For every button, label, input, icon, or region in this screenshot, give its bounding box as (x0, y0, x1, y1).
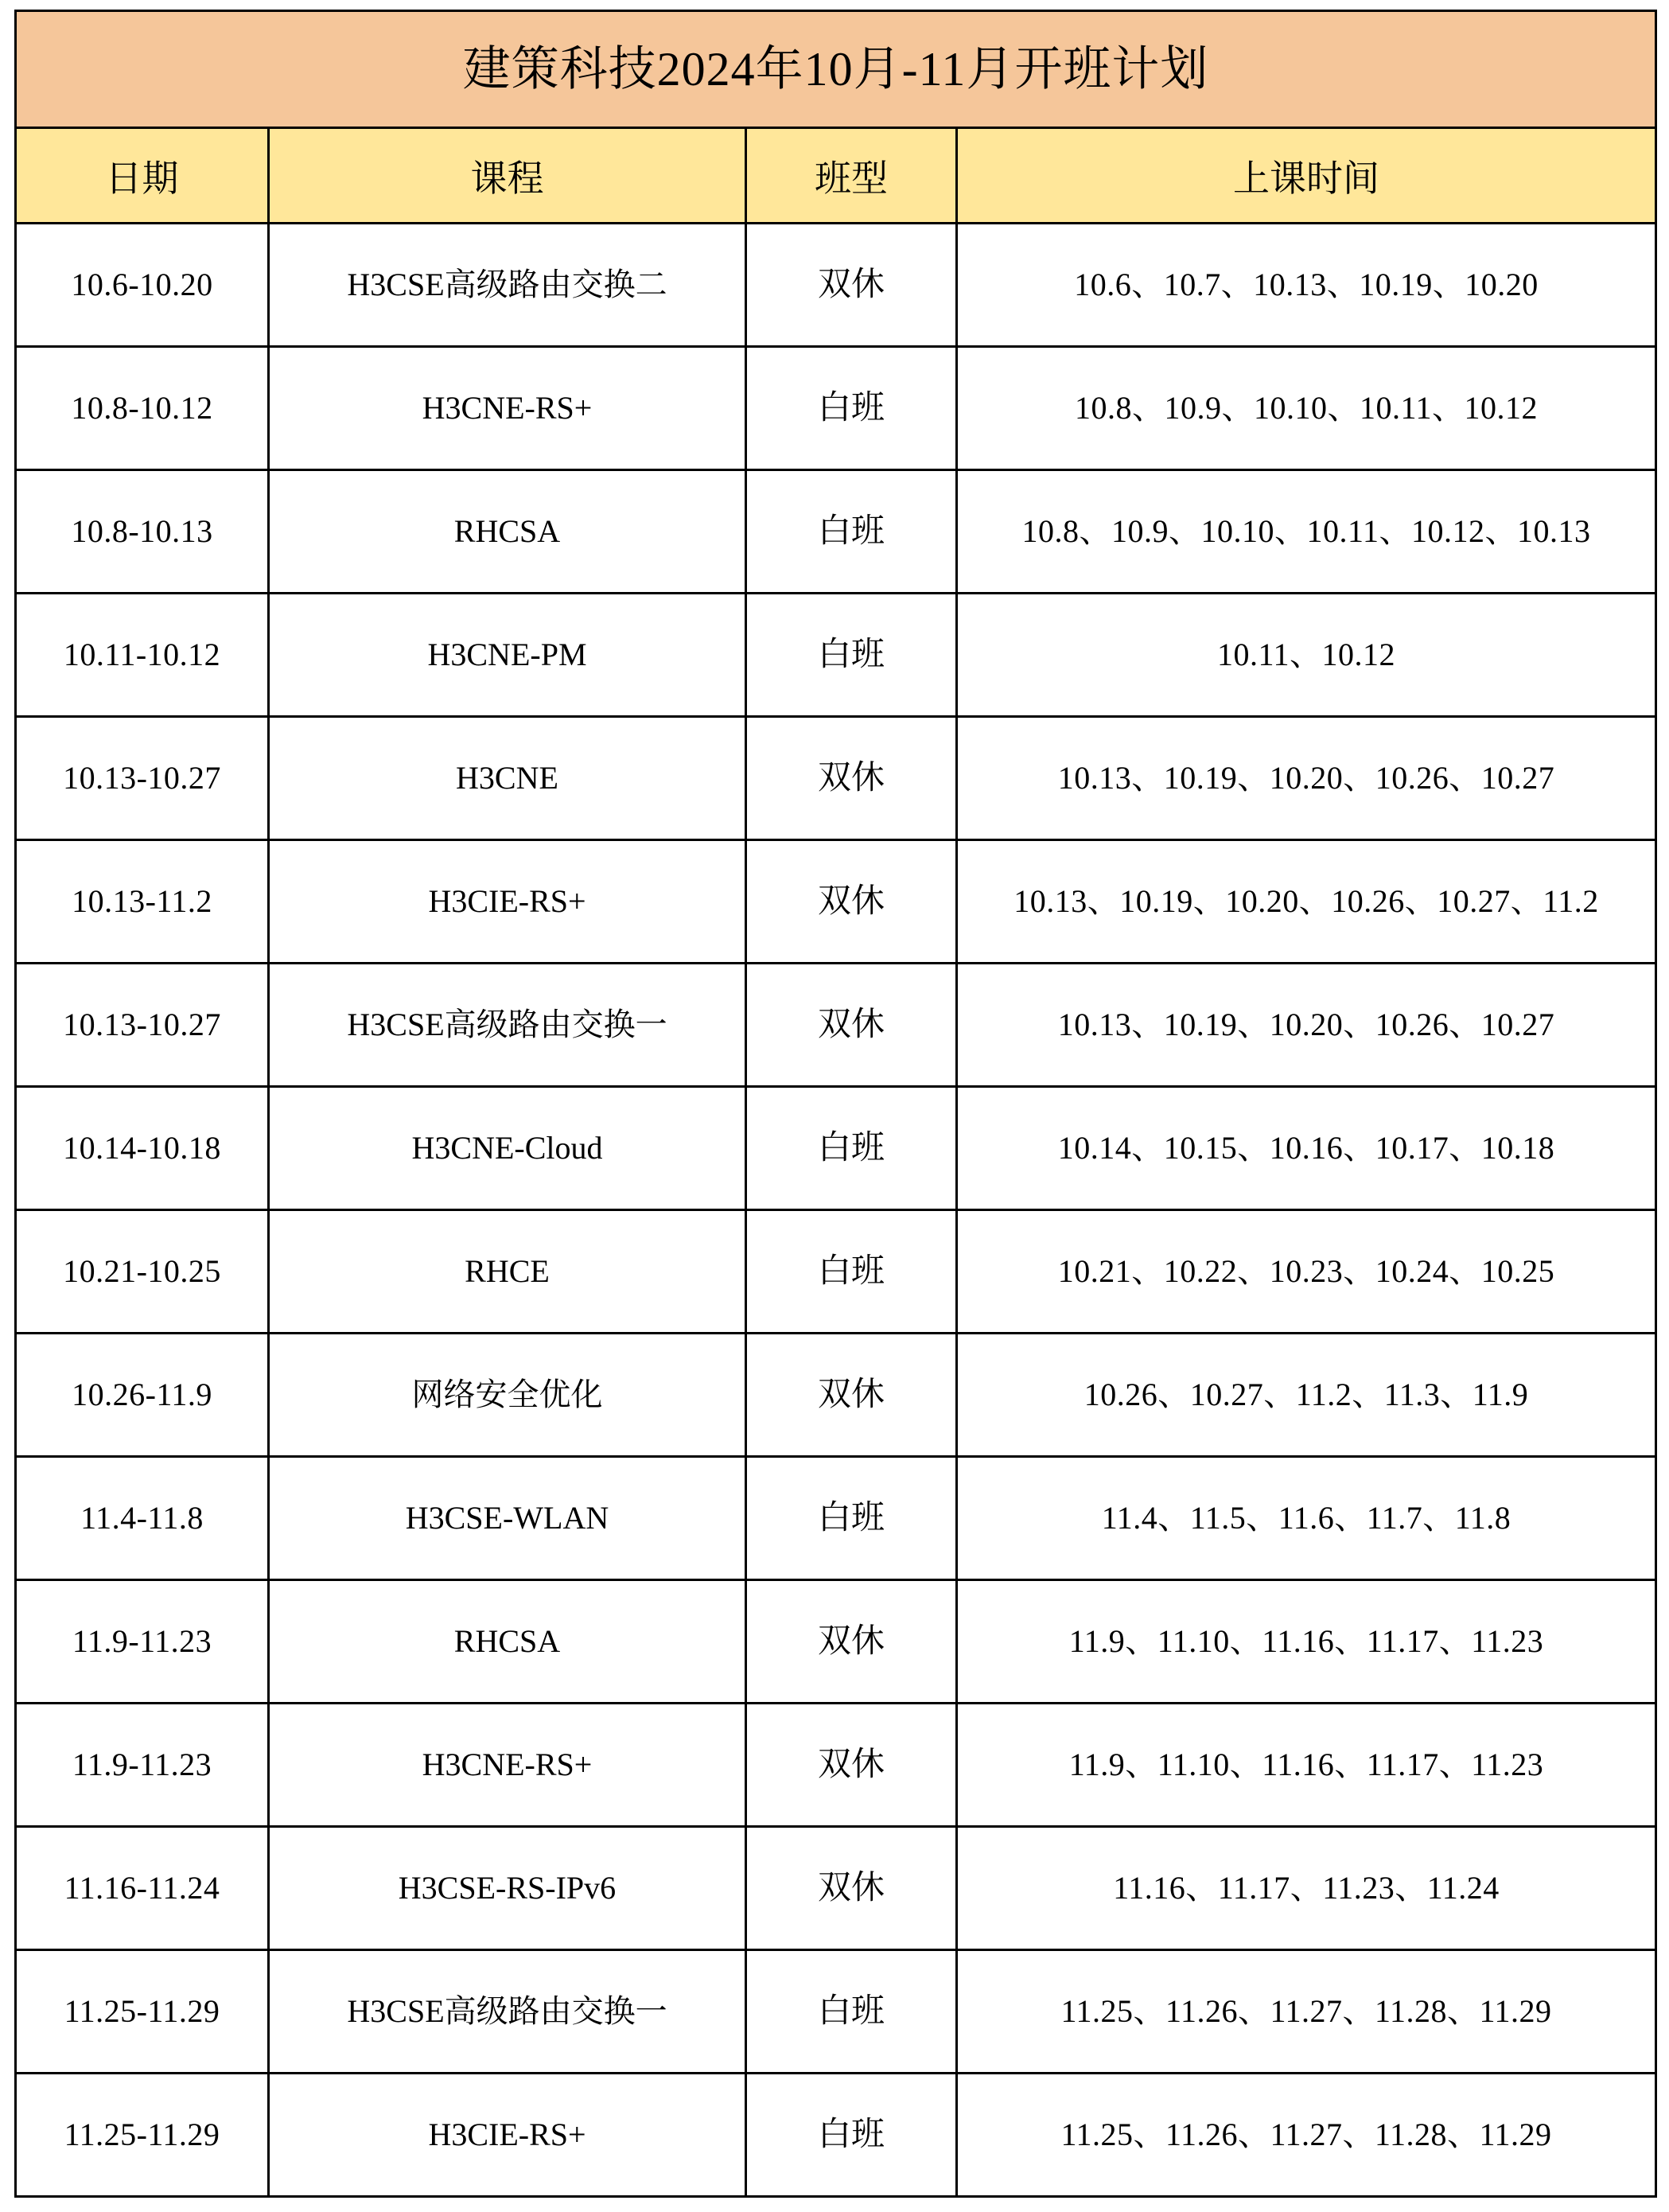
cell-date: 10.21-10.25 (16, 1210, 269, 1334)
cell-time: 10.8、10.9、10.10、10.11、10.12 (957, 347, 1656, 470)
cell-time: 11.9、11.10、11.16、11.17、11.23 (957, 1580, 1656, 1704)
cell-type: 双休 (746, 1827, 957, 1950)
table-row (16, 1087, 1656, 1210)
document-title: 建策科技2024年10月-11月开班计划 (16, 11, 1656, 128)
cell-date: 10.11-10.12 (16, 594, 269, 717)
table-row (16, 1334, 1656, 1457)
table-row (16, 964, 1656, 1087)
column-header-time: 上课时间 (957, 128, 1656, 224)
cell-type: 白班 (746, 470, 957, 594)
table-row (16, 1580, 1656, 1704)
cell-time: 11.4、11.5、11.6、11.7、11.8 (957, 1457, 1656, 1580)
cell-course: H3CSE-WLAN (269, 1457, 746, 1580)
class-schedule-table (14, 10, 1657, 2198)
table-row (16, 840, 1656, 964)
cell-type: 白班 (746, 1087, 957, 1210)
cell-date: 11.9-11.23 (16, 1580, 269, 1704)
cell-course: H3CNE-RS+ (269, 347, 746, 470)
table-row (16, 1457, 1656, 1580)
cell-time: 10.13、10.19、10.20、10.26、10.27 (957, 717, 1656, 840)
table-row (16, 224, 1656, 347)
cell-date: 10.13-11.2 (16, 840, 269, 964)
cell-type: 白班 (746, 1950, 957, 2074)
cell-course: RHCE (269, 1210, 746, 1334)
cell-time: 10.21、10.22、10.23、10.24、10.25 (957, 1210, 1656, 1334)
cell-date: 10.13-10.27 (16, 964, 269, 1087)
cell-time: 10.13、10.19、10.20、10.26、10.27 (957, 964, 1656, 1087)
column-header-course: 课程 (269, 128, 746, 224)
table-row (16, 1704, 1656, 1827)
cell-course: H3CNE (269, 717, 746, 840)
cell-time: 10.13、10.19、10.20、10.26、10.27、11.2 (957, 840, 1656, 964)
cell-course: RHCSA (269, 470, 746, 594)
table-row (16, 717, 1656, 840)
cell-type: 双休 (746, 224, 957, 347)
cell-time: 11.25、11.26、11.27、11.28、11.29 (957, 2074, 1656, 2197)
cell-date: 11.25-11.29 (16, 2074, 269, 2197)
table-row (16, 347, 1656, 470)
title-row (16, 11, 1656, 128)
cell-course: H3CSE高级路由交换一 (269, 964, 746, 1087)
cell-course: H3CSE高级路由交换二 (269, 224, 746, 347)
cell-course: H3CIE-RS+ (269, 2074, 746, 2197)
cell-time: 10.14、10.15、10.16、10.17、10.18 (957, 1087, 1656, 1210)
cell-time: 11.25、11.26、11.27、11.28、11.29 (957, 1950, 1656, 2074)
cell-time: 11.9、11.10、11.16、11.17、11.23 (957, 1704, 1656, 1827)
header-row (16, 128, 1656, 224)
cell-time: 10.6、10.7、10.13、10.19、10.20 (957, 224, 1656, 347)
table-row (16, 1827, 1656, 1950)
cell-type: 双休 (746, 717, 957, 840)
cell-course: H3CNE-PM (269, 594, 746, 717)
cell-type: 白班 (746, 1210, 957, 1334)
cell-date: 10.8-10.13 (16, 470, 269, 594)
cell-time: 11.16、11.17、11.23、11.24 (957, 1827, 1656, 1950)
cell-type: 白班 (746, 594, 957, 717)
cell-type: 白班 (746, 347, 957, 470)
cell-course: H3CNE-RS+ (269, 1704, 746, 1827)
cell-type: 双休 (746, 964, 957, 1087)
cell-date: 10.6-10.20 (16, 224, 269, 347)
table-row (16, 1210, 1656, 1334)
table-row (16, 2074, 1656, 2197)
table-row (16, 470, 1656, 594)
table-row (16, 1950, 1656, 2074)
cell-course: H3CNE-Cloud (269, 1087, 746, 1210)
column-header-type: 班型 (746, 128, 957, 224)
cell-type: 白班 (746, 2074, 957, 2197)
cell-time: 10.26、10.27、11.2、11.3、11.9 (957, 1334, 1656, 1457)
cell-type: 双休 (746, 1580, 957, 1704)
cell-type: 白班 (746, 1457, 957, 1580)
cell-date: 10.14-10.18 (16, 1087, 269, 1210)
cell-course: 网络安全优化 (269, 1334, 746, 1457)
cell-date: 11.25-11.29 (16, 1950, 269, 2074)
cell-date: 11.4-11.8 (16, 1457, 269, 1580)
cell-course: H3CSE高级路由交换一 (269, 1950, 746, 2074)
cell-type: 双休 (746, 840, 957, 964)
cell-type: 双休 (746, 1334, 957, 1457)
cell-course: RHCSA (269, 1580, 746, 1704)
cell-course: H3CSE-RS-IPv6 (269, 1827, 746, 1950)
cell-date: 10.8-10.12 (16, 347, 269, 470)
cell-course: H3CIE-RS+ (269, 840, 746, 964)
cell-date: 11.9-11.23 (16, 1704, 269, 1827)
cell-type: 双休 (746, 1704, 957, 1827)
cell-time: 10.11、10.12 (957, 594, 1656, 717)
column-header-date: 日期 (16, 128, 269, 224)
cell-time: 10.8、10.9、10.10、10.11、10.12、10.13 (957, 470, 1656, 594)
table-row (16, 594, 1656, 717)
cell-date: 11.16-11.24 (16, 1827, 269, 1950)
cell-date: 10.13-10.27 (16, 717, 269, 840)
cell-date: 10.26-11.9 (16, 1334, 269, 1457)
